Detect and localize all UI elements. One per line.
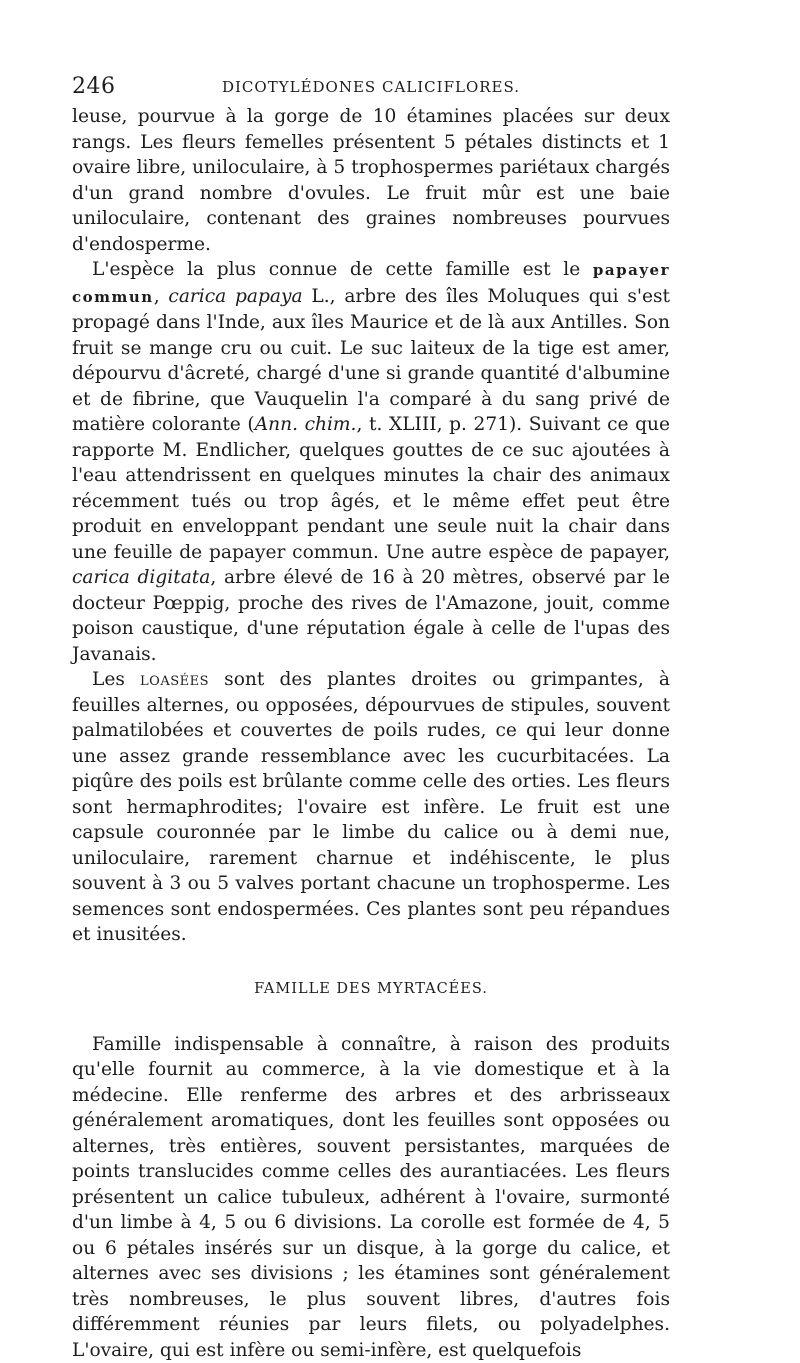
text-run: Les	[92, 669, 140, 690]
citation-ann-chim: Ann. chim.	[255, 414, 357, 435]
paragraph-text: leuse, pourvue à la gorge de 10 étamines placées sur deux rangs. Les fleurs femelles présentent 5 pétales distincts et 1 ovaire libre, uniloculaire, à 5 trophospermes pariétaux chargés d'un grand nombre d'ovules. Le fruit mûr est une baie uniloculaire, contenant des graines nombreuses pourvues d'endosperme.	[72, 106, 670, 255]
book-page	[72, 74, 670, 1363]
text-run: L'espèce la plus connue de cette famille est le	[92, 259, 593, 280]
latin-name-carica-digitata: carica digitata	[72, 567, 210, 588]
latin-name-carica-papaya: carica papaya	[168, 286, 302, 307]
section-heading: FAMILLE DES MYRTACÉES.	[72, 981, 670, 997]
paragraph-loasees	[72, 667, 670, 948]
paragraph-myrtacees	[72, 1032, 670, 1363]
text-run: , t. XLIII, p. 271). Suivant ce que rapporte M. Endlicher, quelques gouttes de ce suc ajoutées à l'eau attendrissent en quelques minutes la chair des animaux récemment tués ou trop âgés, et le même effet peut être produit en enveloppant pendant une seule nuit la chair dans une feuille de papayer commun. Une autre espèce de papayer,	[72, 414, 670, 563]
paragraph-text: Famille indispensable à connaître, à raison des produits qu'elle fournit au commerce, à la vie domestique et à la médecine. Elle renferme des arbres et des arbrisseaux généralement aromatiques, dont les feuilles sont opposées ou alternes, très entières, souvent persistantes, marquées de points translucides comme celles des aurantiacées. Les fleurs présentent un calice tubuleux, adhérent à l'ovaire, surmonté d'un limbe à 4, 5 ou 6 divisions. La corolle est formée de 4, 5 ou 6 pétales insérés sur un disque, à la gorge du calice, et alternes avec ses divisions ; les étamines sont généralement très nombreuses, le plus souvent libres, d'autres fois différemment réunies par leurs filets, ou polyadelphes. L'ovaire, qui est infère ou semi-infère, est quelquefois	[72, 1034, 670, 1361]
text-run: sont des plantes droites ou grimpantes, à feuilles alternes, ou opposées, dépourvues de stipules, souvent palmatilobées et couvertes de poils rudes, ce qui leur donne une assez grande ressemblance avec les cucurbitacées. La piqûre des poils est brûlante comme celle des orties. Les fleurs sont hermaphrodites; l'ovaire est infère. Le fruit est une capsule couronnée par le limbe du calice ou à demi nue, uniloculaire, rarement charnue et indéhiscente, le plus souvent à 3 ou 5 valves portant chacune un trophosperme. Les semences sont endospermées. Ces plantes sont peu répandues et inusitées.	[72, 669, 670, 945]
text-run: L., arbre des îles Moluques qui s'est propagé dans l'Inde, aux îles Maurice et de là aux Antilles. Son fruit se mange cru ou cuit. Le suc laiteux de la tige est amer, dépourvu d'âcreté, chargé d'une si grande quantité d'albumine et de fibrine, que Vauquelin l'a comparé à du sang privé de matière colorante (	[72, 286, 670, 436]
text-run: , arbre élevé de 16 à 20 mètres, observé par le docteur Pœppig, proche des rives de l'Amazone, jouit, comme poison caustique, d'une réputation égale à celle de l'upas des Javanais.	[72, 567, 670, 665]
running-title: DICOTYLÉDONES CALICIFLORES.	[72, 78, 670, 96]
paragraph-papayer	[72, 257, 670, 667]
running-head	[72, 74, 670, 104]
body-text	[72, 104, 670, 1363]
page-number: 246	[72, 74, 116, 99]
text-run: ,	[154, 286, 169, 307]
species-name-papayer-commun: papayer commun	[72, 261, 670, 306]
paragraph-continuation	[72, 104, 670, 257]
family-name-loasees: loasées	[140, 669, 209, 690]
